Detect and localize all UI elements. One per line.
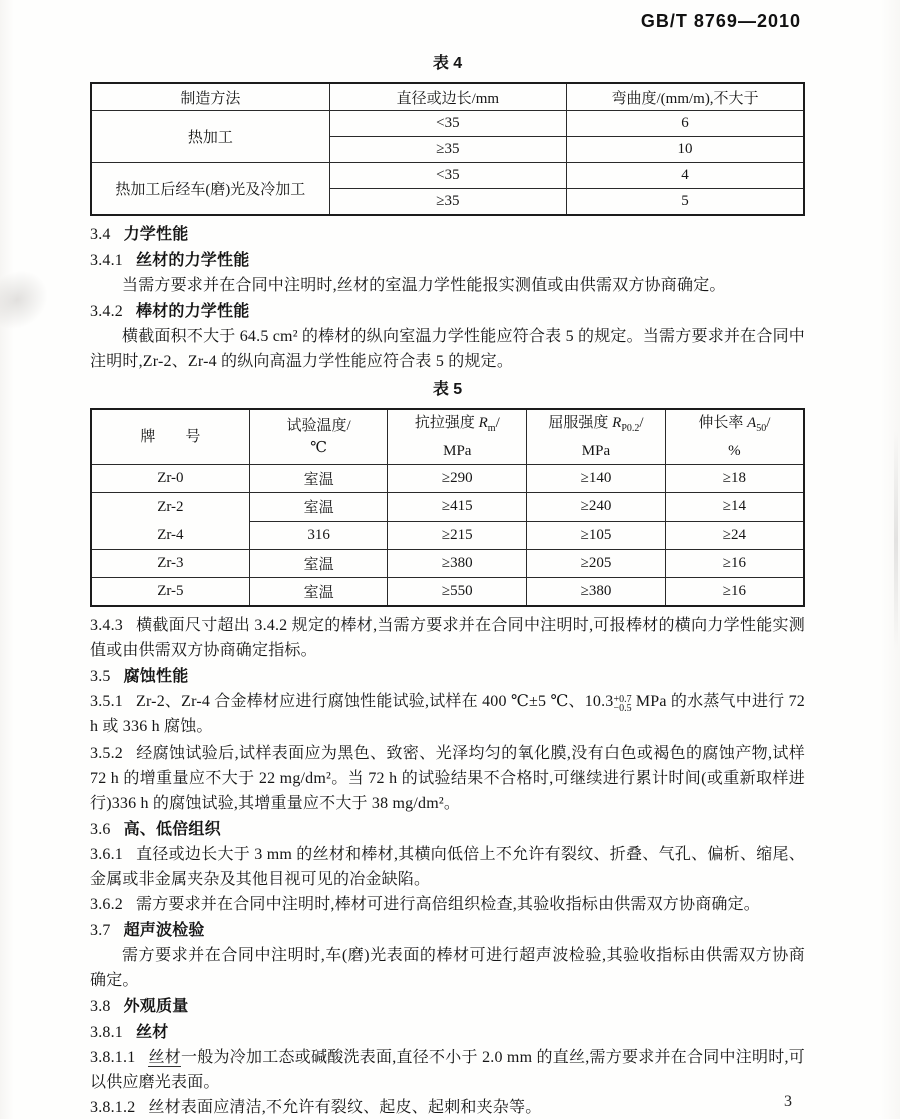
clause-text: 横截面尺寸超出 3.4.2 规定的棒材,当需方要求并在合同中注明时,可报棒材的横向力学性能实测值或由供需双方协商确定指标。 — [90, 617, 805, 659]
header-line: 试验温度/ — [286, 418, 351, 434]
heading-3-5 — [90, 664, 805, 689]
cell-rm: ≥290 — [388, 465, 527, 493]
clause-title: 超声波检验 — [123, 922, 205, 939]
cell-temp: 316 — [249, 521, 388, 550]
tolerance-lower: −0.5 — [613, 703, 632, 714]
clause-number: 3.8 — [90, 998, 111, 1015]
table4-row — [91, 111, 804, 137]
paragraph-3-4-1: 当需方要求并在合同中注明时,丝材的室温力学性能报实测值或由供需双方协商确定。 — [122, 277, 726, 294]
heading-3-8 — [90, 994, 805, 1019]
heading-3-7 — [90, 918, 805, 943]
clause-title: 力学性能 — [123, 226, 189, 243]
clause-number: 3.7 — [90, 922, 111, 939]
cell-grade: Zr-3 — [91, 550, 249, 578]
clause-text: 丝材表面应清洁,不允许有裂纹、起皮、起刺和夹杂等。 — [148, 1099, 542, 1116]
header-text: / — [639, 415, 644, 431]
heading-3-8-1 — [90, 1020, 805, 1045]
symbol-subscript: P0.2 — [621, 423, 640, 434]
cell-a: ≥16 — [665, 578, 804, 607]
table4-cell-size: <35 — [329, 163, 566, 189]
paragraph-3-4-3 — [90, 613, 805, 663]
table4-cell-bend: 5 — [567, 189, 804, 216]
tolerance-upper: +0.7 — [613, 694, 632, 705]
cell-temp: 室温 — [249, 578, 388, 607]
paragraph-3-8-1-2 — [90, 1095, 805, 1120]
clause-text: Zr-2、Zr-4 合金棒材应进行腐蚀性能试验,试样在 400 ℃±5 ℃、10.3 — [136, 693, 614, 710]
clause-title: 丝材的力学性能 — [136, 252, 250, 269]
header-text: 屈服强度 — [548, 415, 613, 431]
table5-header-temp — [249, 409, 388, 465]
cell-grade-merged — [91, 493, 249, 550]
cell-temp: 室温 — [249, 550, 388, 578]
table5-header-grade: 牌 号 — [91, 409, 249, 465]
clause-number: 3.8.1 — [90, 1024, 123, 1041]
clause-number: 3.6.1 — [90, 846, 123, 863]
cell-rp: ≥105 — [527, 521, 666, 550]
table-4 — [90, 82, 805, 216]
header-text: 抗拉强度 — [414, 415, 479, 431]
cell-a: ≥18 — [665, 465, 804, 493]
clause-title: 高、低倍组织 — [123, 821, 221, 838]
table4-header-size: 直径或边长/mm — [329, 83, 566, 111]
paragraph-3-6-1 — [90, 842, 805, 892]
paragraph-3-4-2: 横截面积不大于 64.5 cm² 的棒材的纵向室温力学性能应符合表 5 的规定。当需方要求并在合同中注明时,Zr-2、Zr-4 的纵向高温力学性能应符合表 5 的规定。 — [90, 328, 805, 370]
table5-row-zr5 — [91, 578, 804, 607]
header-line: ℃ — [310, 440, 327, 456]
symbol: R — [612, 415, 622, 431]
clause-number: 3.5.2 — [90, 745, 123, 762]
cell-a: ≥24 — [665, 521, 804, 550]
table4-cell-bend: 4 — [567, 163, 804, 189]
table4-header-method: 制造方法 — [91, 83, 329, 111]
cell-rm: ≥380 — [388, 550, 527, 578]
table4-cell-bend: 6 — [567, 111, 804, 137]
clause-number: 3.8.1.1 — [90, 1049, 136, 1066]
table4-cell-method: 热加工 — [91, 111, 329, 163]
table5-header-a — [665, 409, 804, 465]
cell-rm: ≥215 — [388, 521, 527, 550]
table4-cell-size: <35 — [329, 111, 566, 137]
clause-number: 3.4.2 — [90, 303, 123, 320]
cell-rm: ≥550 — [388, 578, 527, 607]
clause-title: 外观质量 — [123, 998, 189, 1015]
table4-header-bend: 弯曲度/(mm/m),不大于 — [567, 83, 804, 111]
clause-text: 一般为冷加工态或碱酸洗表面,直径不小于 2.0 mm 的直丝,需方要求并在合同中注明时,可以供应磨光表面。 — [90, 1049, 805, 1091]
clause-number: 3.4.1 — [90, 252, 123, 269]
cell-rp: ≥380 — [527, 578, 666, 607]
symbol-subscript: m — [487, 423, 496, 434]
table4-header-row — [91, 83, 804, 111]
page-content — [90, 52, 805, 1120]
table5-header-rm — [388, 409, 527, 465]
clause-number: 3.4 — [90, 226, 111, 243]
paragraph-3-6-2 — [90, 892, 805, 917]
table4-cell-size: ≥35 — [329, 189, 566, 216]
scan-smudge-left — [0, 255, 63, 344]
paragraph-3-5-1 — [90, 689, 805, 739]
tolerance-stack — [614, 695, 632, 713]
table5-row-zr3 — [91, 550, 804, 578]
standard-code-header: GB/T 8769—2010 — [640, 11, 801, 31]
cell-grade: Zr-0 — [91, 465, 249, 493]
table5-header-rp — [527, 409, 666, 465]
paragraph-3-5-2 — [90, 741, 805, 816]
clause-number: 3.5 — [90, 668, 111, 685]
clause-number: 3.6.2 — [90, 896, 123, 913]
grade-line: Zr-4 — [157, 527, 184, 543]
paragraph-3-8-1-1 — [90, 1045, 805, 1095]
unit: MPa — [581, 443, 611, 459]
unit: MPa — [443, 443, 472, 459]
clause-number: 3.6 — [90, 821, 111, 838]
symbol: R — [478, 415, 488, 431]
symbol: A — [747, 415, 757, 431]
table4-title: 表 4 — [432, 55, 463, 72]
symbol-subscript: 50 — [756, 423, 767, 434]
header-text: 伸长率 — [698, 415, 748, 431]
clause-title: 棒材的力学性能 — [136, 303, 250, 320]
unit: % — [728, 443, 741, 459]
table5-header-row — [91, 409, 804, 465]
clause-text: 经腐蚀试验后,试样表面应为黑色、致密、光泽均匀的氧化膜,没有白色或褐色的腐蚀产物,试样 72 h 的增重量应不大于 22 mg/dm²。当 72 h 的试验结果不合格时,可继续进行累计时间(或重新取样进行)336 h 的腐蚀试验,其增重量应不大于 38 mg/dm²。 — [90, 745, 805, 812]
clause-number: 3.5.1 — [90, 693, 123, 710]
cell-rp: ≥205 — [527, 550, 666, 578]
heading-3-4-1 — [90, 248, 805, 273]
table4-cell-bend: 10 — [567, 137, 804, 163]
clause-title: 腐蚀性能 — [123, 668, 189, 685]
clause-text: MPa 的水蒸气中进行 72 h 或 336 h 腐蚀。 — [90, 693, 806, 735]
cell-grade: Zr-5 — [91, 578, 249, 607]
header-text: / — [766, 415, 771, 431]
table4-cell-size: ≥35 — [329, 137, 566, 163]
clause-title: 丝材 — [136, 1024, 169, 1041]
page-number: 3 — [784, 1093, 792, 1110]
cell-temp: 室温 — [249, 493, 388, 522]
table4-cell-method: 热加工后经车(磨)光及冷加工 — [91, 163, 329, 216]
underlined-term: 丝材 — [148, 1049, 181, 1066]
clause-number: 3.8.1.2 — [90, 1099, 136, 1116]
clause-number: 3.4.3 — [90, 617, 123, 634]
cell-rp: ≥140 — [527, 465, 666, 493]
cell-rm: ≥415 — [388, 493, 527, 522]
heading-3-4 — [90, 222, 805, 247]
table5-title: 表 5 — [432, 381, 463, 398]
table4-row — [91, 163, 804, 189]
cell-a: ≥14 — [665, 493, 804, 522]
cell-a: ≥16 — [665, 550, 804, 578]
cell-temp: 室温 — [249, 465, 388, 493]
header-text: / — [495, 415, 500, 431]
clause-text: 需方要求并在合同中注明时,棒材可进行高倍组织检查,其验收指标由供需双方协商确定。 — [136, 896, 761, 913]
clause-text: 直径或边长大于 3 mm 的丝材和棒材,其横向低倍上不允许有裂纹、折叠、气孔、偏析、缩尾、金属或非金属夹杂及其他目视可见的冶金缺陷。 — [90, 846, 805, 888]
table5-row-zr0 — [91, 465, 804, 493]
table5-row-zr2 — [91, 493, 804, 522]
heading-3-4-2 — [90, 299, 805, 324]
cell-rp: ≥240 — [527, 493, 666, 522]
paragraph-3-7: 需方要求并在合同中注明时,车(磨)光表面的棒材可进行超声波检验,其验收指标由供需双方协商确定。 — [90, 947, 805, 989]
table-5 — [90, 408, 805, 607]
grade-line: Zr-2 — [157, 499, 184, 515]
heading-3-6 — [90, 817, 805, 842]
scan-smudge-right — [894, 430, 898, 650]
